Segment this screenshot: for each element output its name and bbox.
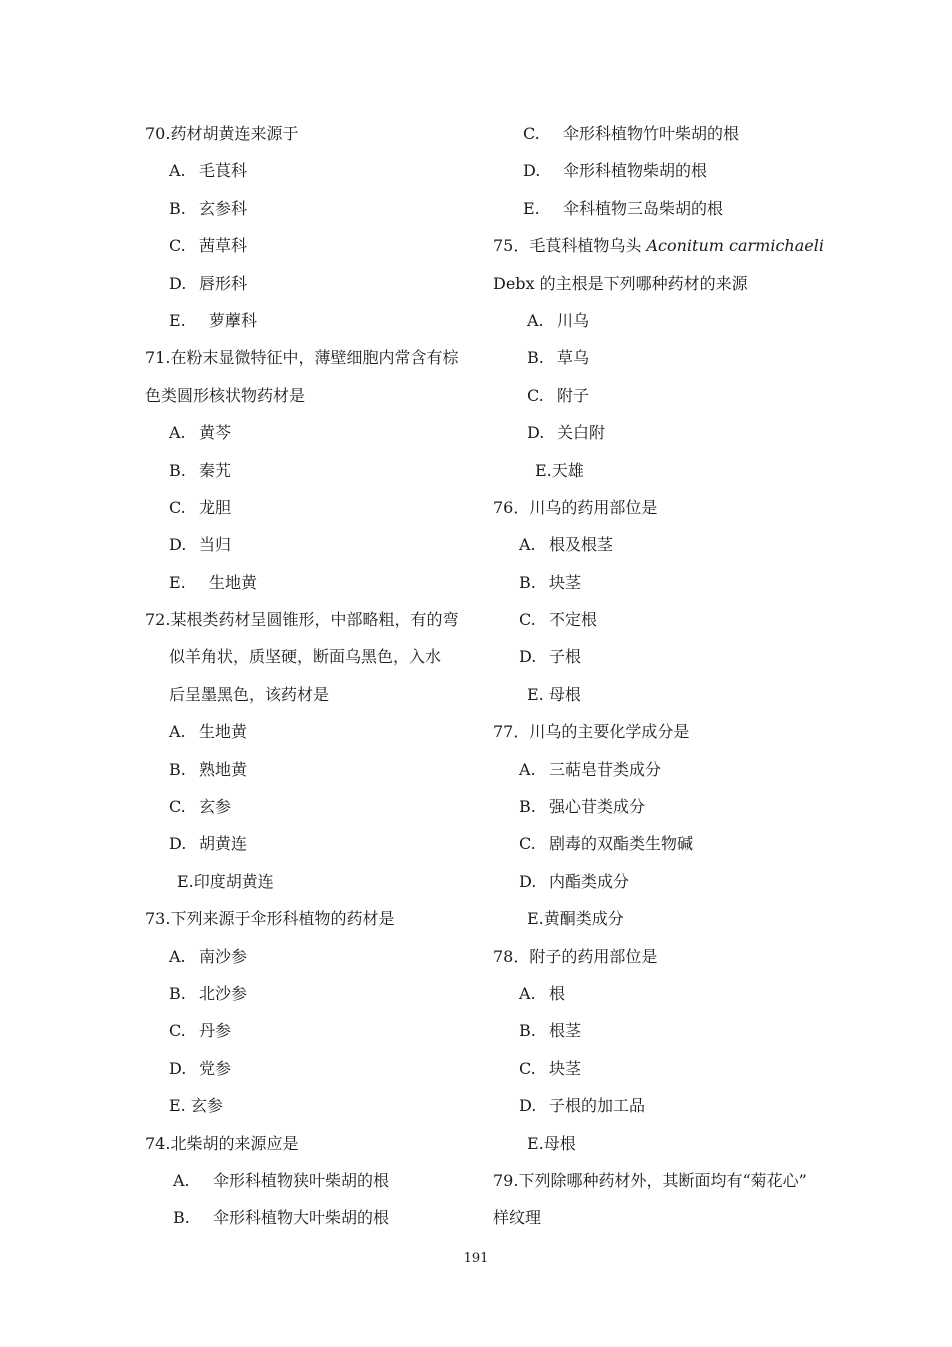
option: C. 伞形科植物竹叶柴胡的根 [523,124,740,143]
option: B. 草乌 [527,348,590,368]
question-stem-cont: 似羊角状，质坚硬，断面乌黑色，入水 [169,647,442,667]
option: B. 块茎 [519,572,582,592]
option: C. 附子 [527,385,590,405]
option: E.天雄 [535,460,584,480]
latin-name: Aconitum carmichaeli [646,236,824,256]
left-column [145,115,475,1237]
question-stem: 73.下列来源于伞形科植物的药材是 [145,909,395,929]
option: E. 萝藦科 [169,310,258,330]
option: C. 玄参 [169,797,232,817]
option: B. 北沙参 [169,983,248,1003]
option: E. 伞科植物三岛柴胡的根 [523,198,724,218]
option: E. 玄参 [169,1096,223,1116]
option: D. 胡黄连 [169,834,248,854]
option: A. 生地黄 [169,722,248,742]
option: A. 根 [519,983,566,1003]
option: E.母根 [527,1133,576,1153]
option: B. 熟地黄 [169,759,248,779]
option: D. 关白附 [527,423,606,443]
question-stem: 70.药材胡黄连来源于 [145,124,299,143]
option: B. 玄参科 [169,198,248,218]
right-column [493,115,823,1237]
option: B. 秦艽 [169,460,232,480]
question-stem: 78．附子的药用部位是 [493,946,658,966]
page-number: 191 [463,1251,489,1266]
question-stem: 79.下列除哪种药材外，其断面均有“菊花心” [493,1170,807,1190]
option: C. 不定根 [519,610,598,630]
option: A. 南沙参 [169,946,248,966]
question-stem: 72.某根类药材呈圆锥形，中部略粗，有的弯 [145,610,459,630]
option: E. 母根 [527,684,581,704]
option: C. 茜草科 [169,236,248,256]
option: E.黄酮类成分 [527,909,624,929]
option: A. 伞形科植物狭叶柴胡的根 [173,1170,390,1190]
option: D. 唇形科 [169,273,248,293]
option: A. 毛茛科 [169,161,248,181]
option: D. 当归 [169,535,232,555]
option: A. 黄芩 [169,423,232,443]
option: C. 丹参 [169,1021,232,1041]
question-stem-cont: Debx 的主根是下列哪种药材的来源 [493,273,748,293]
option: D. 内酯类成分 [519,871,630,891]
question-stem-cont: 后呈墨黑色，该药材是 [169,684,330,704]
option: C. 块茎 [519,1058,582,1078]
option: E.印度胡黄连 [177,871,274,891]
question-stem: 71.在粉末显微特征中，薄壁细胞内常含有棕 [145,348,459,368]
option: B. 强心苷类成分 [519,797,646,817]
option: A. 三萜皂苷类成分 [519,759,662,779]
question-stem: 77．川乌的主要化学成分是 [493,722,690,742]
option: D. 伞形科植物柴胡的根 [523,161,708,181]
option: B. 根茎 [519,1021,582,1041]
question-stem: 76．川乌的药用部位是 [493,497,658,517]
option: D. 子根 [519,647,582,667]
option: D. 子根的加工品 [519,1096,646,1116]
option: C. 剧毒的双酯类生物碱 [519,834,694,854]
option: A. 川乌 [527,310,590,330]
question-stem-cont: 样纹理 [493,1208,542,1228]
question-stem: 75．毛茛科植物乌头 Aconitum carmichaeli [493,236,824,256]
option: E. 生地黄 [169,572,258,592]
option: B. 伞形科植物大叶柴胡的根 [173,1208,390,1228]
question-stem: 74.北柴胡的来源应是 [145,1133,299,1153]
option: C. 龙胆 [169,497,232,517]
option: D. 党参 [169,1058,232,1078]
option: A. 根及根茎 [519,535,614,555]
question-stem-cont: 色类圆形核状物药材是 [145,385,306,405]
